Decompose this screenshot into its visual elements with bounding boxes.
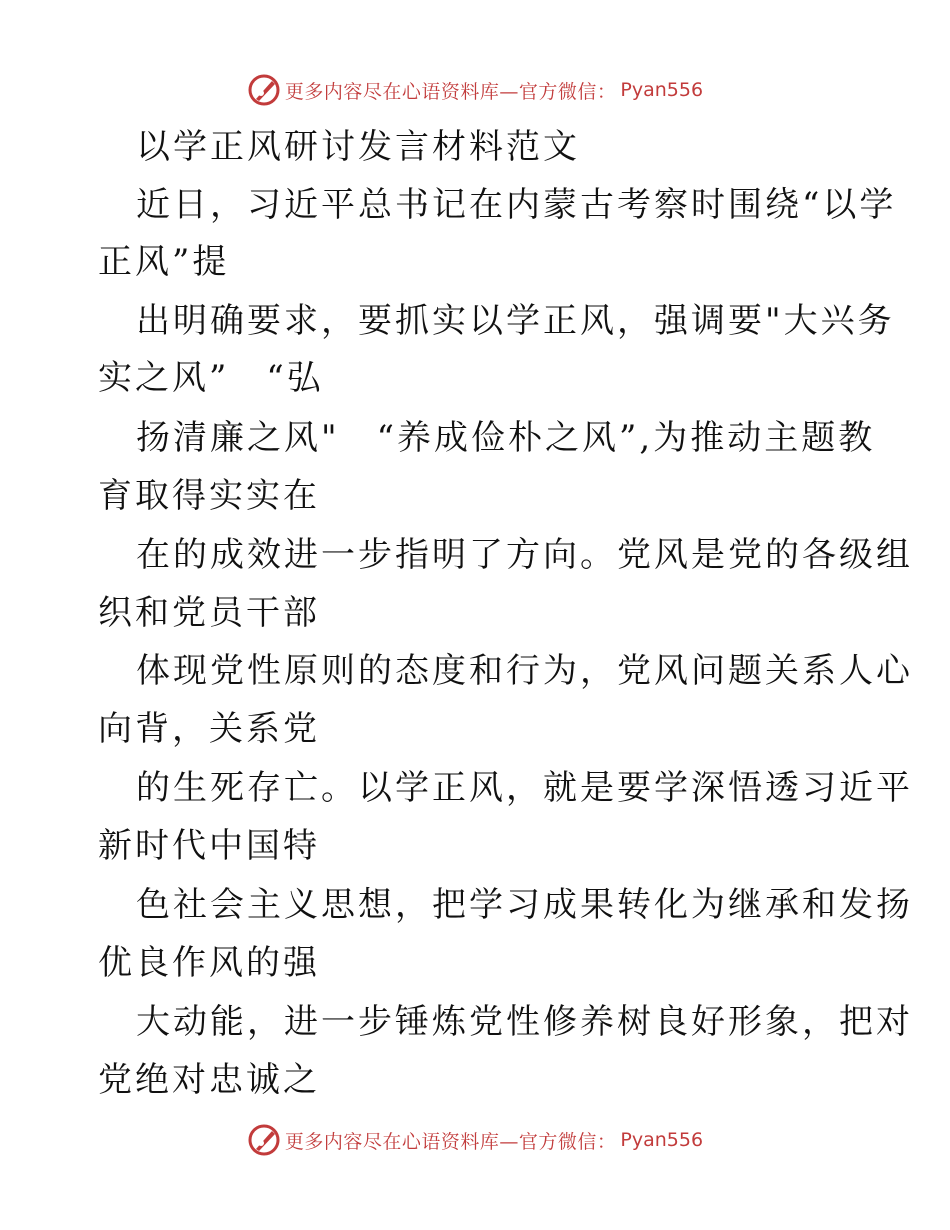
text-line: 出明确要求，要抓实以学正风，强调要"大兴务 [136, 301, 895, 341]
text-line: 在的成效进一步指明了方向。党风是党的各级组 [136, 535, 913, 575]
banner-text: 更多内容尽在心语资料库—官方微信： [284, 80, 617, 103]
text-line: 扬清廉之风" “养成俭朴之风”,为推动主题教 [136, 418, 876, 458]
text-line: 育取得实实在 [98, 476, 320, 516]
text-line: 新时代中国特 [98, 826, 320, 866]
text-line: 大动能，进一步锤炼党性修养树良好形象，把对 [136, 1002, 913, 1042]
pen-logo-icon [247, 73, 281, 107]
text-line: 的生死存亡。以学正风，就是要学深悟透习近平 [136, 768, 913, 808]
text-line: 优良作风的强 [98, 943, 320, 983]
text-line: 近日，习近平总书记在内蒙古考察时围绕“以学 [136, 185, 897, 225]
pen-logo-icon [247, 1123, 281, 1157]
text-line: 体现党性原则的态度和行为，党风问题关系人心 [136, 651, 913, 691]
text-line: 向背，关系党 [98, 709, 320, 749]
document-title: 以学正风研讨发言材料范文 [136, 127, 580, 167]
banner-text: 更多内容尽在心语资料库—官方微信： [284, 1130, 617, 1153]
header-banner [0, 70, 950, 110]
banner-wechat-id: Pyan556 [620, 1129, 704, 1151]
text-line: 正风”提 [98, 242, 230, 282]
banner-wechat-id: Pyan556 [620, 79, 704, 101]
text-line: 色社会主义思想，把学习成果转化为继承和发扬 [136, 885, 913, 925]
text-line: 实之风” “弘 [98, 358, 324, 398]
text-line: 织和党员干部 [98, 593, 320, 633]
text-line: 党绝对忠诚之 [98, 1060, 320, 1100]
footer-banner [0, 1120, 950, 1160]
